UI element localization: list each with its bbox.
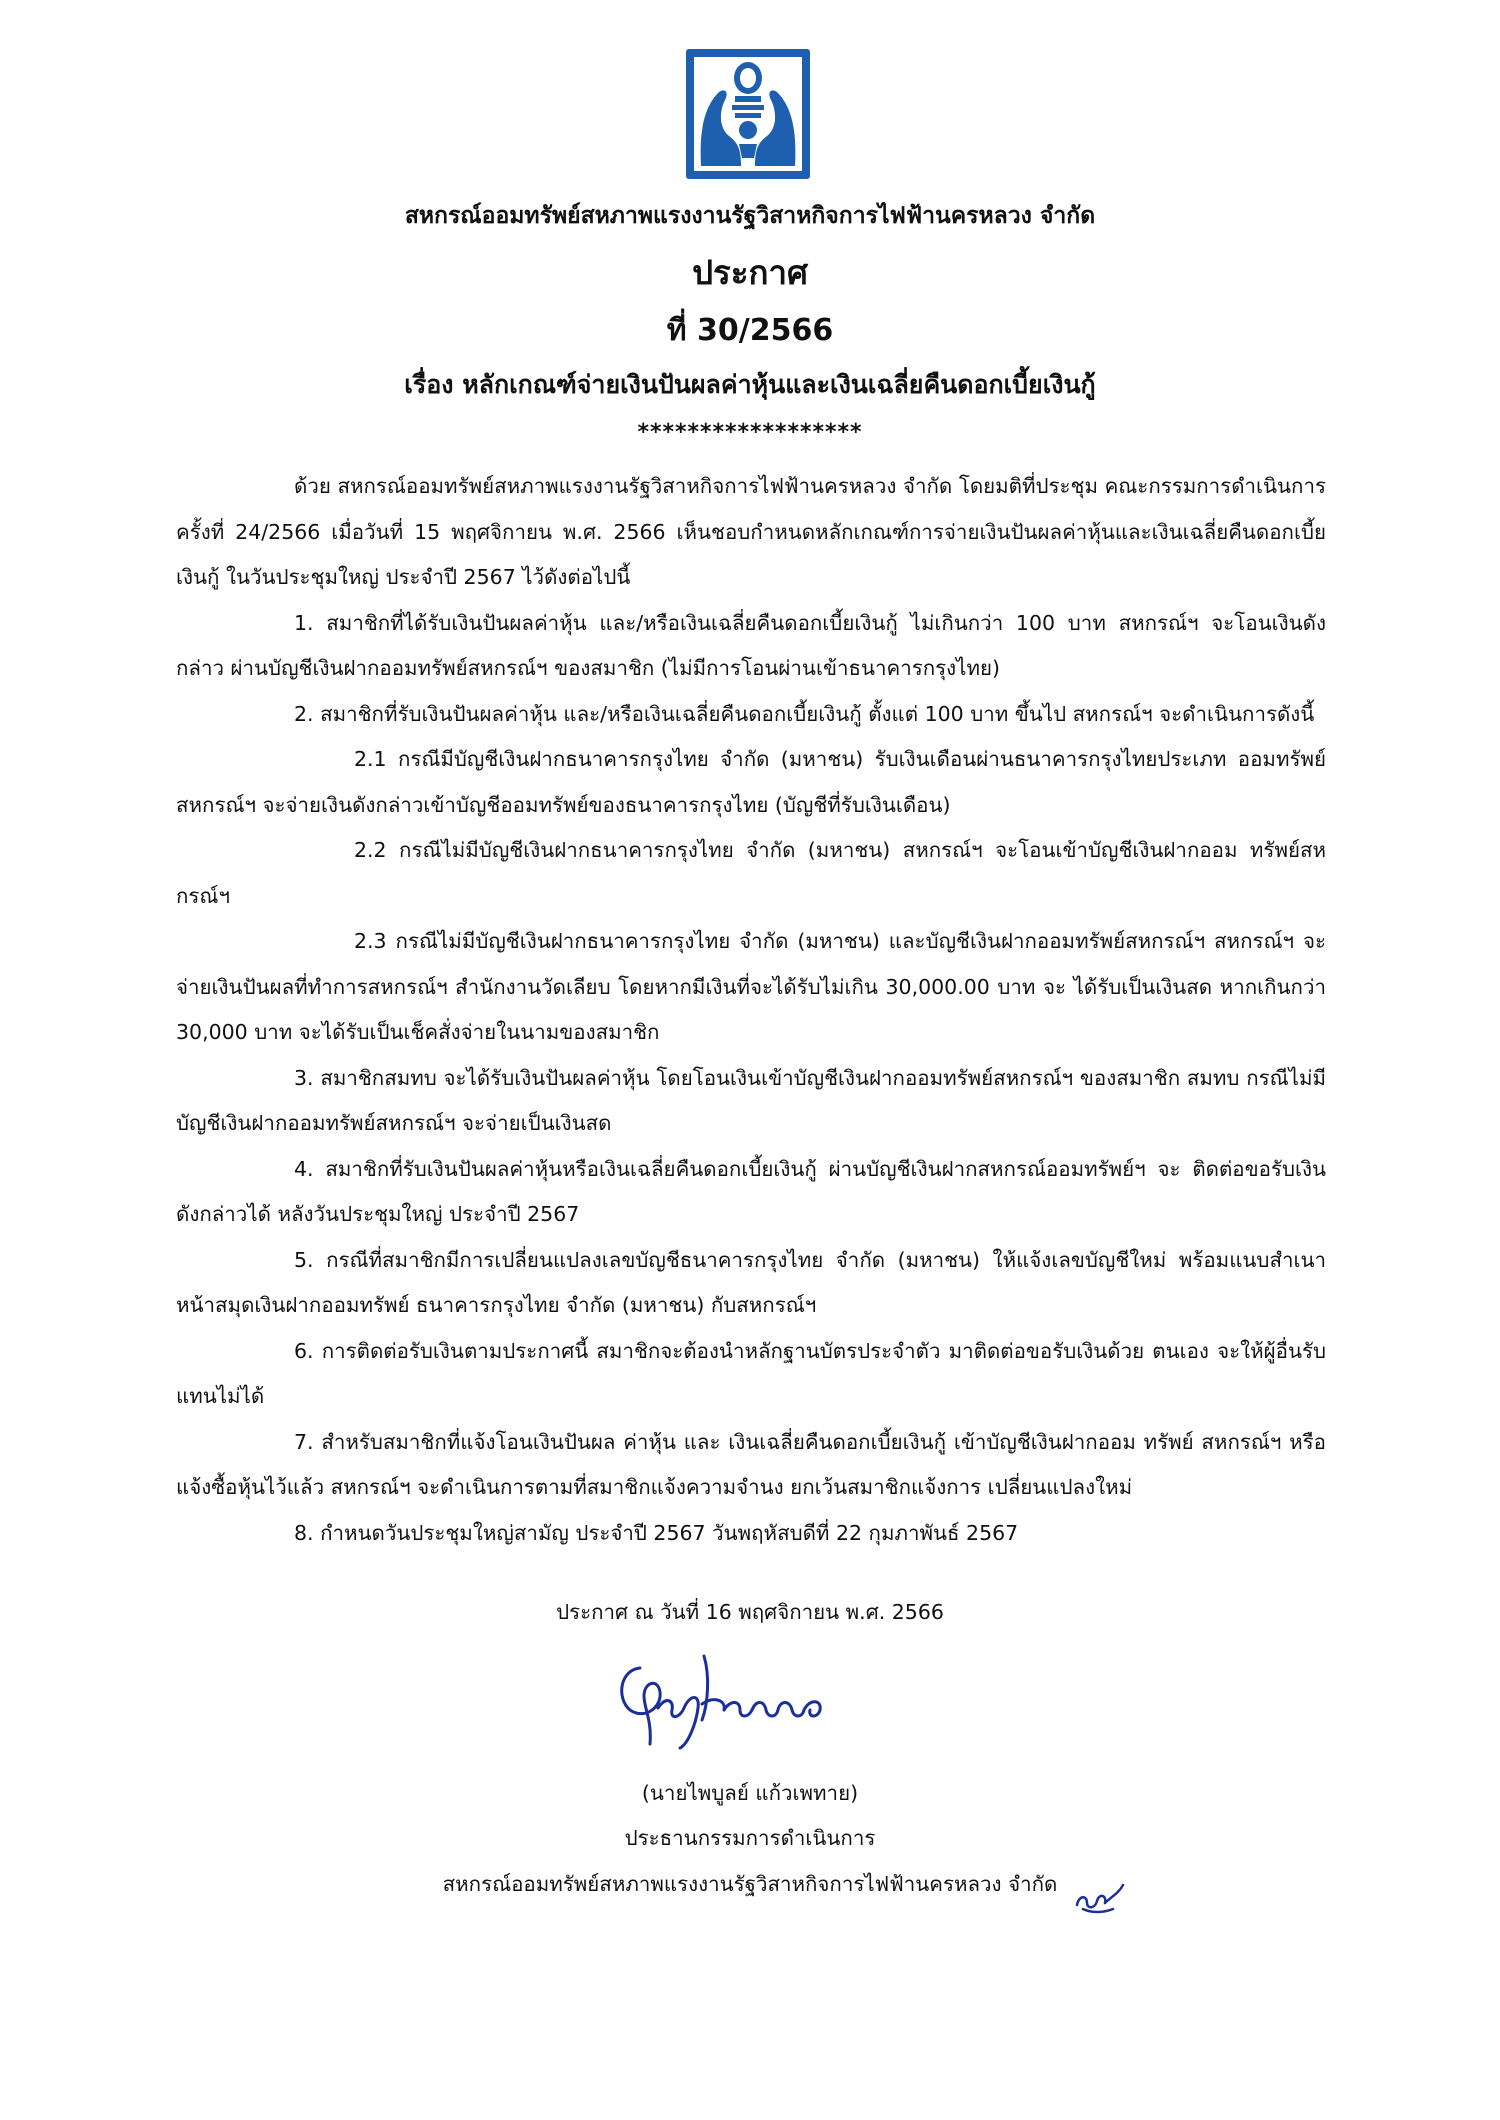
item-2-1: 2.1 กรณีมีบัญชีเงินฝากธนาคารกรุงไทย จำกัด (มหาชน) รับเงินเดือนผ่านธนาคารกรุงไทยประเภท ออมทรัพย์ สหกรณ์ฯ จะจ่ายเงินดังกล่าวเข้าบัญชีออมทรัพย์ของธนาคารกรุงไทย (บัญชีที่รับเงินเดือน) — [176, 747, 1326, 817]
announcement-date: ประกาศ ณ วันที่ 16 พฤศจิกายน พ.ศ. 2566 — [556, 1600, 944, 1624]
intro-paragraph: ด้วย สหกรณ์ออมทรัพย์สหภาพแรงงานรัฐวิสาหกิจการไฟฟ้านครหลวง จำกัด โดยมติที่ประชุม คณะกรรมการดำเนินการ ครั้งที่ 24/2566 เมื่อวันที่ 15 พฤศจิกายน พ.ศ. 2566 เห็นชอบกำหนดหลักเกณฑ์การจ่ายเงินปันผลค่าหุ้นและเงินเฉลี่ยคืนดอกเบี้ยเงินกู้ ในวันประชุมใหญ่ ประจำปี 2567 ไว้ดังต่อไปนี้ — [176, 474, 1326, 589]
item-1: 1. สมาชิกที่ได้รับเงินปันผลค่าหุ้น และ/หรือเงินเฉลี่ยคืนดอกเบี้ยเงินกู้ ไม่เกินกว่า 100 บาท สหกรณ์ฯ จะโอนเงินดังกล่าว ผ่านบัญชีเงินฝากออมทรัพย์สหกรณ์ฯ ของสมาชิก (ไม่มีการโอนผ่านเข้าธนาคารกรุงไทย) — [176, 610, 1326, 680]
document-title: ประกาศ — [692, 253, 808, 292]
item-2: 2. สมาชิกที่รับเงินปันผลค่าหุ้น และ/หรือเงินเฉลี่ยคืนดอกเบี้ยเงินกู้ ตั้งแต่ 100 บาท ขึ้นไป สหกรณ์ฯ จะดำเนินการดังนี้ — [294, 701, 1315, 726]
signatory-name: (นายไพบูลย์ แก้วเพทาย) — [641, 1781, 859, 1805]
item-3: 3. สมาชิกสมทบ จะได้รับเงินปันผลค่าหุ้น โดยโอนเงินเข้าบัญชีเงินฝากออมทรัพย์สหกรณ์ฯ ของสมาชิก สมทบ กรณีไม่มีบัญชีเงินฝากออมทรัพย์สหกรณ์ฯ จะจ่ายเป็นเงินสด — [176, 1065, 1326, 1135]
item-5: 5. กรณีที่สมาชิกมีการเปลี่ยนแปลงเลขบัญชีธนาคารกรุงไทย จำกัด (มหาชน) ให้แจ้งเลขบัญชีใหม่ พร้อมแนบสำเนาหน้าสมุดเงินฝากออมทรัพย์ ธนาคารกรุงไทย จำกัด (มหาชน) กับสหกรณ์ฯ — [176, 1247, 1326, 1317]
handwritten-signature-icon — [600, 1648, 860, 1754]
announcement-subject: เรื่อง หลักเกณฑ์จ่ายเงินปันผลค่าหุ้นและเงินเฉลี่ยคืนดอกเบี้ยเงินกู้ — [404, 370, 1096, 399]
announcement-number: ที่ 30/2566 — [666, 313, 834, 348]
item-2-2: 2.2 กรณีไม่มีบัญชีเงินฝากธนาคารกรุงไทย จำกัด (มหาชน) สหกรณ์ฯ จะโอนเข้าบัญชีเงินฝากออม ทรัพย์สหกรณ์ฯ — [176, 838, 1326, 908]
handwritten-initial-icon — [1073, 1879, 1125, 1917]
signatory-position: ประธานกรรมการดำเนินการ — [624, 1826, 876, 1850]
item-4: 4. สมาชิกที่รับเงินปันผลค่าหุ้นหรือเงินเฉลี่ยคืนดอกเบี้ยเงินกู้ ผ่านบัญชีเงินฝากสหกรณ์ออมทรัพย์ฯ จะ ติดต่อขอรับเงินดังกล่าวได้ หลังวันประชุมใหญ่ ประจำปี 2567 — [176, 1156, 1326, 1226]
separator-stars: ****************** — [637, 420, 863, 445]
signatory-organization: สหกรณ์ออมทรัพย์สหภาพแรงงานรัฐวิสาหกิจการไฟฟ้านครหลวง จำกัด — [442, 1872, 1058, 1896]
item-6: 6. การติดต่อรับเงินตามประกาศนี้ สมาชิกจะต้องนำหลักฐานบัตรประจำตัว มาติดต่อขอรับเงินด้วย ตนเอง จะให้ผู้อื่นรับแทนไม่ได้ — [176, 1338, 1326, 1408]
item-2-3: 2.3 กรณีไม่มีบัญชีเงินฝากธนาคารกรุงไทย จำกัด (มหาชน) และบัญชีเงินฝากออมทรัพย์สหกรณ์ฯ สหกรณ์ฯ จะจ่ายเงินปันผลที่ทำการสหกรณ์ฯ สำนักงานวัดเลียบ โดยหากมีเงินที่จะได้รับไม่เกิน 30,000.00 บาท จะ ได้รับเป็นเงินสด หากเกินกว่า 30,000 บาท จะได้รับเป็นเช็คสั่งจ่ายในนามของสมาชิก — [176, 929, 1326, 1044]
organization-header: สหกรณ์ออมทรัพย์สหภาพแรงงานรัฐวิสาหกิจการไฟฟ้านครหลวง จำกัด — [404, 203, 1096, 229]
item-8: 8. กำหนดวันประชุมใหญ่สามัญ ประจำปี 2567 วันพฤหัสบดีที่ 22 กุมภาพันธ์ 2567 — [294, 1520, 1019, 1545]
item-7: 7. สำหรับสมาชิกที่แจ้งโอนเงินปันผล ค่าหุ้น และ เงินเฉลี่ยคืนดอกเบี้ยเงินกู้ เข้าบัญชีเงินฝากออม ทรัพย์ สหกรณ์ฯ หรือแจ้งซื้อหุ้นไว้แล้ว สหกรณ์ฯ จะดำเนินการตามที่สมาชิกแจ้งความจำนง ยกเว้นสมาชิกแจ้งการ เปลี่ยนแปลงใหม่ — [176, 1429, 1326, 1499]
cooperative-emblem-icon — [685, 48, 811, 180]
announcement-body — [176, 464, 1326, 1556]
